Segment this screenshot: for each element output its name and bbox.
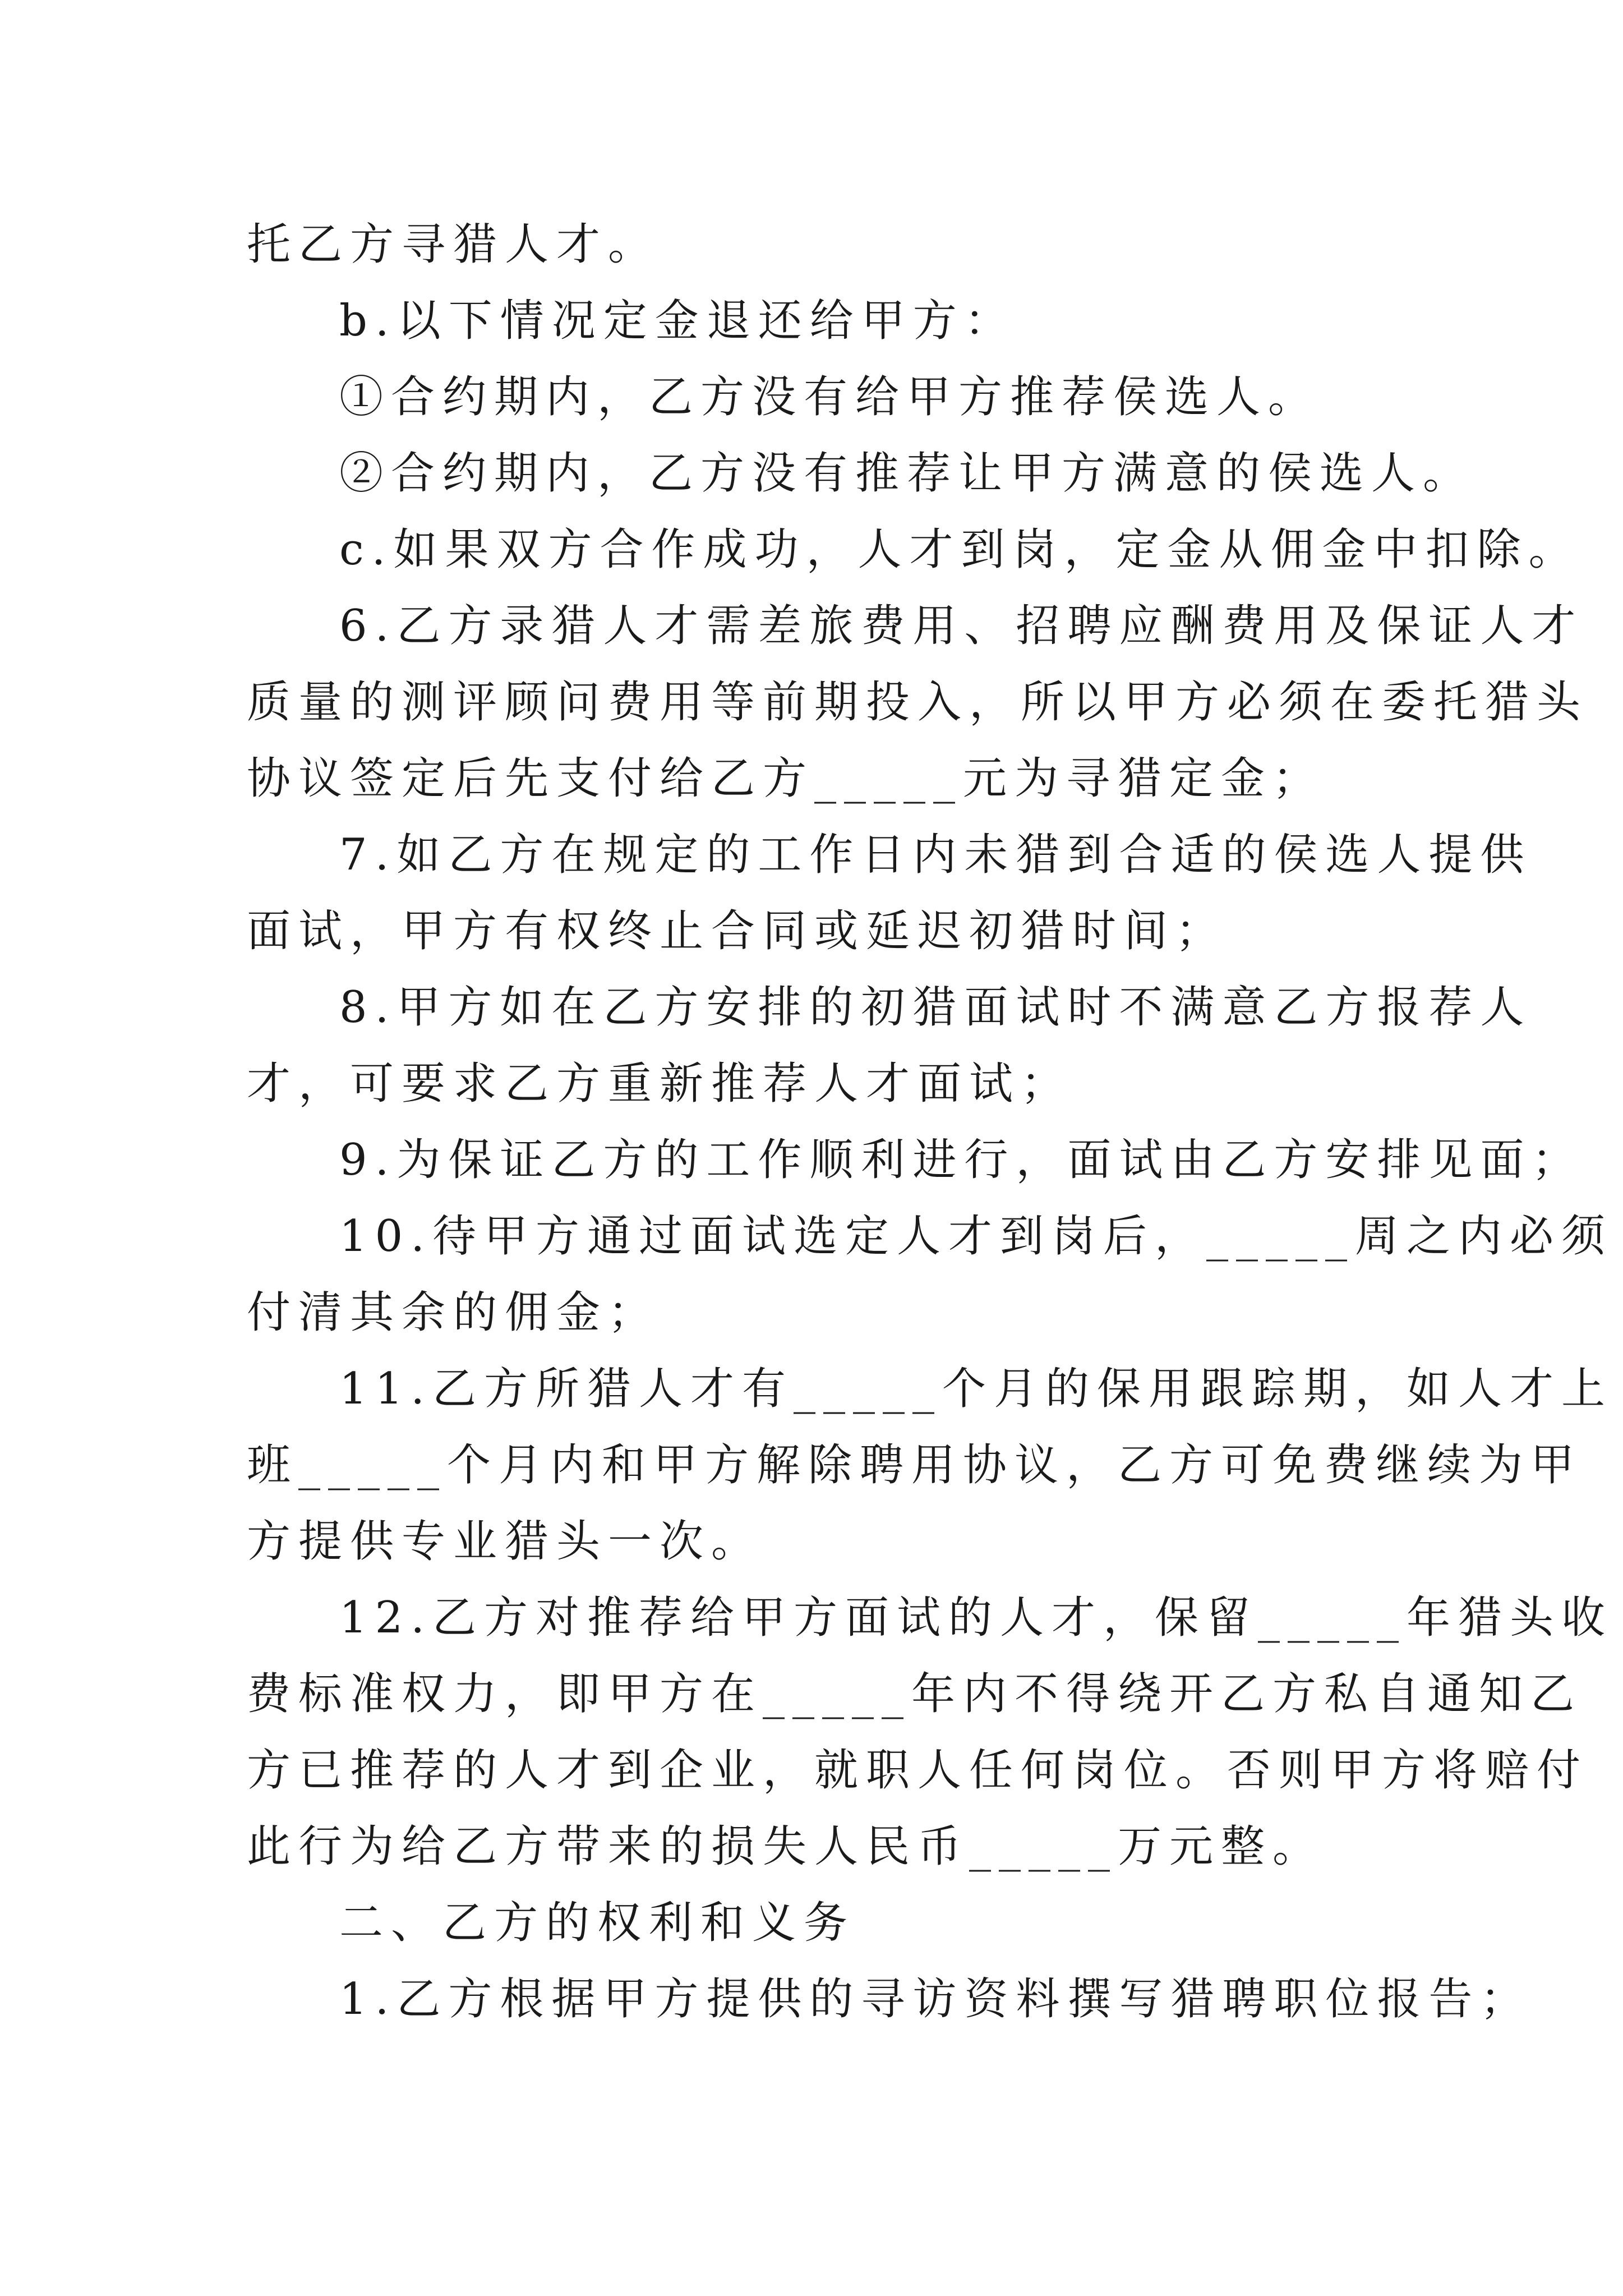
document-line: 12.乙方对推荐给甲方面试的人才，保留_____年猎头收 bbox=[339, 1593, 1613, 1643]
document-line: 9.为保证乙方的工作顺利进行，面试由乙方安排见面； bbox=[339, 1135, 1584, 1185]
document-line: 7.如乙方在规定的工作日内未猎到合适的侯选人提供 bbox=[339, 830, 1532, 880]
document-line: c.如果双方合作成功，人才到岗，定金从佣金中扣除。 bbox=[339, 524, 1580, 575]
document-line: 质量的测评顾问费用等前期投入，所以甲方必须在委托猎头 bbox=[247, 677, 1589, 728]
document-line: 费标准权力，即甲方在_____年内不得绕开乙方私自通知乙 bbox=[247, 1669, 1583, 1719]
document-line: 班_____个月内和甲方解除聘用协议，乙方可免费继续为甲 bbox=[247, 1440, 1583, 1490]
document-line: 面试，甲方有权终止合同或延迟初猎时间； bbox=[247, 906, 1228, 956]
document-line: ①合约期内，乙方没有给甲方推荐侯选人。 bbox=[339, 372, 1320, 422]
document-line: 付清其余的佣金； bbox=[247, 1287, 660, 1338]
document-line: 二、乙方的权利和义务 bbox=[339, 1898, 856, 1948]
document-line: b.以下情况定金退还给甲方： bbox=[339, 296, 1016, 346]
document-line: 托乙方寻猎人才。 bbox=[247, 219, 660, 270]
document-line: 才，可要求乙方重新推荐人才面试； bbox=[247, 1059, 1073, 1109]
document-body bbox=[247, 206, 1613, 2037]
document-line: ②合约期内，乙方没有推荐让甲方满意的侯选人。 bbox=[339, 448, 1475, 499]
document-line: 方提供专业猎头一次。 bbox=[247, 1516, 763, 1567]
document-line: 此行为给乙方带来的损失人民币_____万元整。 bbox=[247, 1821, 1325, 1872]
document-line: 协议签定后先支付给乙方_____元为寻猎定金； bbox=[247, 753, 1325, 804]
document-line: 8.甲方如在乙方安排的初猎面试时不满意乙方报荐人 bbox=[339, 982, 1532, 1033]
document-line: 10.待甲方通过面试选定人才到岗后，_____周之内必须 bbox=[339, 1211, 1613, 1262]
document-line: 6.乙方录猎人才需差旅费用、招聘应酬费用及保证人才 bbox=[339, 601, 1584, 651]
document-line: 方已推荐的人才到企业，就职人任何岗位。否则甲方将赔付 bbox=[247, 1745, 1589, 1796]
document-line: 11.乙方所猎人才有_____个月的保用跟踪期，如人才上 bbox=[339, 1364, 1613, 1414]
document-line: 1.乙方根据甲方提供的寻访资料撰写猎聘职位报告； bbox=[339, 1974, 1532, 2024]
